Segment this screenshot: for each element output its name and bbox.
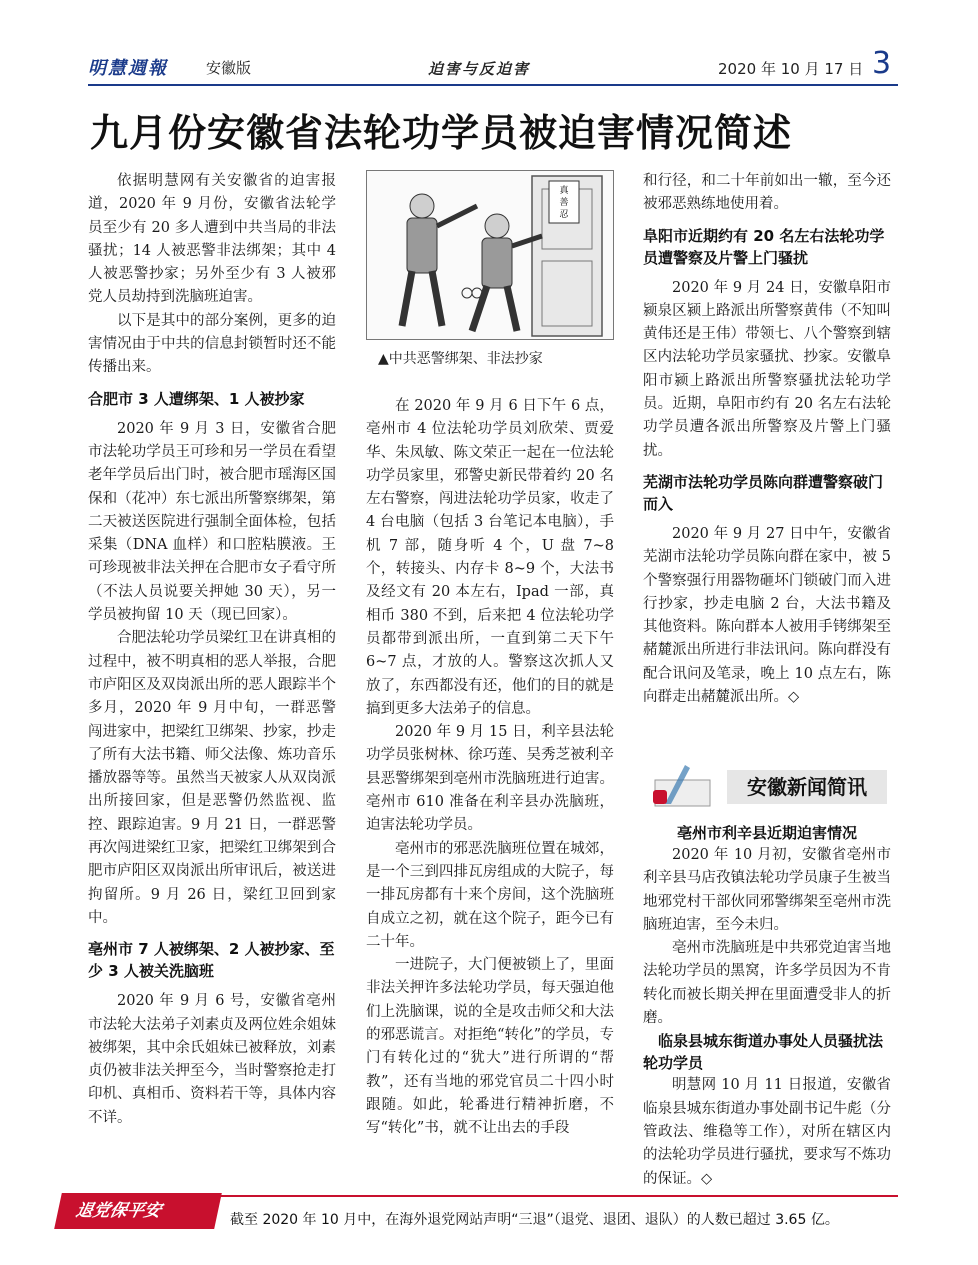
paragraph: 2020 年 9 月 27 日中午，安徽省芜湖市法轮功学员陈向群在家中，被 5 个警察强行用器物砸坏门锁破门而入进行抄家，抄走电脑 2 台，大法书籍及其他资料。陈向群本人被用手铐绑架至赭麓派出所进行非法讯问。陈向群没有配合讯问及笔录，晚上 10 点左右，陈向群走出赭麓派出所。◇ [643, 525, 891, 706]
paragraph: 明慧网 10 月 11 日报道，安徽省临泉县城东街道办事处副书记牛彪（分管政法、维稳等工作），对所在辖区内的法轮功学员进行骚扰，要求写不炼功的保证。◇ [643, 1077, 891, 1187]
subheading: 芜湖市法轮功学员陈向群遭警察破门而入 [643, 472, 884, 513]
paragraph: 和行径，和二十年前如出一辙，至今还被邪恶熟练地使用着。 [643, 173, 891, 213]
quill-ink-icon [645, 760, 723, 810]
subheading: 合肥市 3 人遭绑架、1 人被抄家 [88, 389, 305, 408]
column-2 [366, 395, 614, 1141]
paragraph: 以下是其中的部分案例，更多的迫害情况由于中共的信息封锁暂时还不能传播出来。 [88, 312, 336, 376]
page-footer [58, 1193, 898, 1233]
illustration-caption: ▲中共恶警绑架、非法抄家 [378, 351, 543, 367]
paragraph: 2020 年 9 月 3 日，安徽省合肥市法轮功学员王可珍和另一学员在看望老年学员后出门时，被合肥市瑶海区国保和（花冲）东七派出所警察绑架，第二天被送医院进行强制全面体检，包括采集（DNA 血样）和口腔粘膜液。王可珍现被非法关押在合肥市女子看守所（不法人员说要关押她 30 天），另一学员被拘留 10 天（现已回家）。 [88, 420, 336, 624]
subheading: 临泉县城东街道办事处人员骚扰法轮功学员 [643, 1032, 884, 1073]
sign-char-2: 善 [559, 198, 569, 208]
subheading: 亳州市 7 人被绑架、2 人被抄家、至少 3 人被关洗脑班 [88, 940, 335, 981]
paragraph: 合肥法轮功学员梁红卫在讲真相的过程中，被不明真相的恶人举报，合肥市庐阳区及双岗派出所的恶人跟踪半个多月，2020 年 9 月中旬，一群恶警闯进家中，把梁红卫绑架、抄家，抄走了所有大法书籍、师父法像、炼功音乐播放器等等。虽然当天被家人从双岗派出所接回家，但是恶警仍然监视、监控、跟踪迫害。9 月 21 日，一群恶警再次闯进梁红卫家，把梁红卫绑架到合肥市庐阳区双岗派出所审讯后，被送进拘留所。9 月 26 日，梁红卫回到家中。 [88, 630, 336, 926]
column-1 [88, 170, 336, 1130]
illustration-drawing [367, 171, 614, 340]
paragraph: 在 2020 年 9 月 6 日下午 6 点，亳州市 4 位法轮功学员刘欣荣、贾爱华、朱凤敏、陈文荣正一起在一位法轮功学员家里，邪警史新民带着约 20 名左右警察，闯进法轮功学员家，收走了 4 台电脑（包括 3 台笔记本电脑），手机 7 部，随身听 4 个，U 盘 7~8 个，转接头、内存卡 8~9 个，大法书及经文有 20 本左右，Ipad 一部，真相币 380 不到，后来把 4 位法轮功学员都带到派出所，一直到第二天下午 6~7 点，才放的人。警察这次抓人又放了，东西都没有还，他们的目的就是搞到更多大法弟子的信息。 [366, 398, 614, 717]
headline: 九月份安徽省法轮功学员被迫害情况简述 [90, 111, 793, 155]
police-raid-illustration [366, 170, 614, 340]
edition-label: 安徽版 [206, 59, 252, 77]
subheading: 亳州市利辛县近期迫害情况 [676, 824, 857, 842]
footer-tag: 退党保平安 [54, 1193, 222, 1229]
paragraph: 2020 年 10 月初，安徽省亳州市利辛县马店孜镇法轮功学员康子生被当地邪党村干部伙同邪警绑架至亳州市洗脑班迫害，至今未归。 [643, 847, 891, 933]
paragraph: 2020 年 9 月 24 日，安徽阜阳市颍泉区颍上路派出所警察黄伟（不知叫黄伟还是王伟）带领七、八个警察到辖区内法轮功学员家骚扰、抄家。安徽阜阳市颍上路派出所警察骚扰法轮功学员。近期，阜阳市约有 20 名左右法轮功学员遭各派出所警察及片警上门骚扰。 [643, 279, 891, 459]
footer-text: 截至 2020 年 10 月中，在海外退党网站声明“三退”（退党、退团、退队）的人数已超过 3.65 亿。 [230, 1212, 839, 1228]
sign-char-3: 忍 [559, 210, 569, 220]
issue-date: 2020 年 10 月 17 日 [718, 60, 864, 78]
paragraph: 亳州市洗脑班是中共邪党迫害当地法轮功学员的黑窝，许多学员因为不肯转化而被长期关押在里面遭受非人的折磨。 [643, 940, 891, 1027]
column-3-news [643, 822, 891, 1191]
subheading: 阜阳市近期约有 20 名左右法轮功学员遭警察及片警上门骚扰 [643, 226, 885, 267]
page-number: 3 [872, 46, 892, 81]
news-brief-title: 安徽新闻简讯 [727, 770, 887, 804]
paragraph: 一进院子，大门便被锁上了，里面非法关押许多法轮功学员，每天强迫他们上洗脑课，说的全是攻击师父和大法的邪恶谎言。对拒绝“转化”的学员，专门有转化过的“犹大”进行所谓的“帮教”，还有当地的邪党官员二十四小时跟随。如此，轮番进行精神折磨，不写“转化”书，就不让出去的手段 [366, 957, 614, 1137]
masthead: 明慧週報 [88, 58, 168, 79]
paragraph: 2020 年 9 月 6 号，安徽省亳州市法轮大法弟子刘素贞及两位姓余姐妹被绑架，其中余氏姐妹已被释放，刘素贞仍被非法关押至今，当时警察抢走打印机、真相币、资料若干等，具体内容不详。 [88, 993, 336, 1126]
footer-divider [218, 1195, 898, 1197]
news-brief-header [645, 760, 895, 810]
section-title: 迫害与反迫害 [428, 60, 531, 78]
header-divider [88, 84, 898, 86]
page-header [88, 46, 898, 82]
paragraph: 依据明慧网有关安徽省的迫害报道，2020 年 9 月份，安徽省法轮学员至少有 20 多人遭到中共当局的非法骚扰；14 人被恶警非法绑架；其中 4 人被恶警抄家；另外至少有 3 人被邪党人员劫持到洗脑班迫害。 [88, 173, 336, 306]
sign-char-1: 真 [559, 186, 569, 196]
paragraph: 亳州市的邪恶洗脑班位置在城郊，是一个三到四排瓦房组成的大院子，每一排瓦房都有十来个房间，这个洗脑班自成立之初，就在这个院子，距今已有二十年。 [366, 840, 614, 950]
column-3 [643, 170, 891, 709]
paragraph: 2020 年 9 月 15 日，利辛县法轮功学员张树林、徐巧莲、吴秀芝被利辛县恶警绑架到亳州市洗脑班进行迫害。亳州市 610 准备在利辛县办洗脑班，迫害法轮功学员。 [366, 724, 614, 834]
